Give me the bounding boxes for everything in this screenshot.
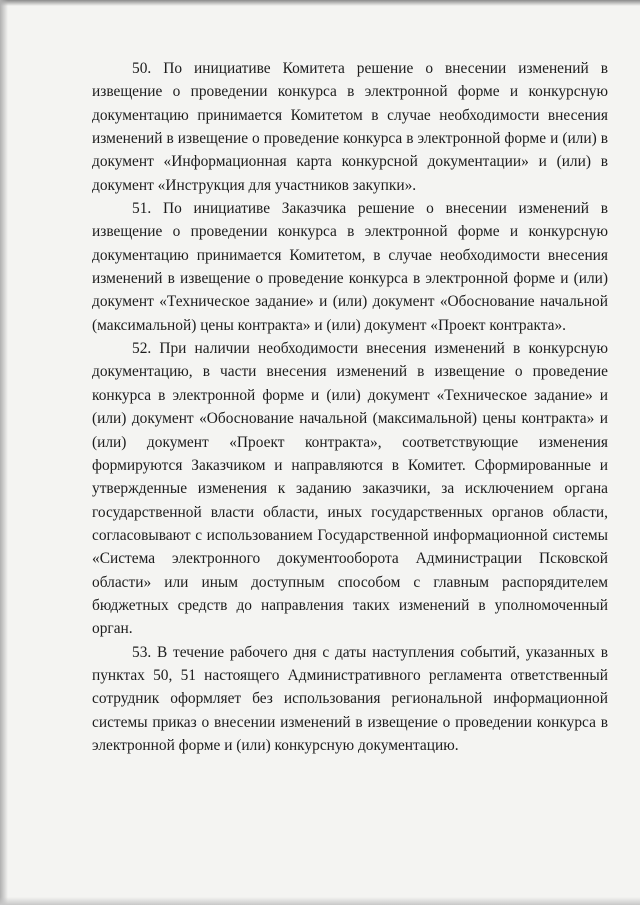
paragraph-52: 52. При наличии необходимости внесения изменений в конкурсную документацию, в части внесения изменений в извещение о проведение конкурса в электронной форме и (или) документ «Техническое задание» и (или) документ «Обоснование начальной (максимальной) цены контракта» и (или) документ «Проект контракта», соответствующие изменения формируются Заказчиком и направляются в Комитет. Сформированные и утвержденные изменения к заданию заказчики, за исключением органа государственной власти области, иных государственных органов области, согласовывают с использованием Государственной информационной системы «Система электронного документооборота Администрации Псковской области» или иным доступным способом с главным распорядителем бюджетных средств до направления таких изменений в уполномоченный орган. <box>92 340 608 638</box>
paragraph-51: 51. По инициативе Заказчика решение о внесении изменений в извещение о проведении конкурса в электронной форме и конкурсную документацию принимается Комитетом, в случае необходимости внесения изменений в извещение о проведение конкурса в электронной форме и (или) документ «Техническое задание» и (или) документ «Обоснование начальной (максимальной) цены контракта» и (или) документ «Проект контракта». <box>92 200 608 334</box>
document-page <box>92 57 608 757</box>
scan-left-edge <box>0 0 8 905</box>
paragraph-50: 50. По инициативе Комитета решение о внесении изменений в извещение о проведении конкурса в электронной форме и конкурсную документацию принимается Комитетом в случае необходимости внесения изменений в извещение о проведение конкурса в электронной форме и (или) в документ «Информационная карта конкурсной документации» и (или) в документ «Инструкция для участников закупки». <box>92 60 608 194</box>
scan-bottom-edge <box>0 897 640 905</box>
scan-top-shadow <box>0 0 640 6</box>
paragraph-53: 53. В течение рабочего дня с даты наступления событий, указанных в пунктах 50, 51 настоящего Административного регламента ответственный сотрудник оформляет без использования региональной информационной системы приказ о внесении изменений в извещение о проведении конкурса в электронной форме и (или) конкурсную документацию. <box>92 643 608 754</box>
